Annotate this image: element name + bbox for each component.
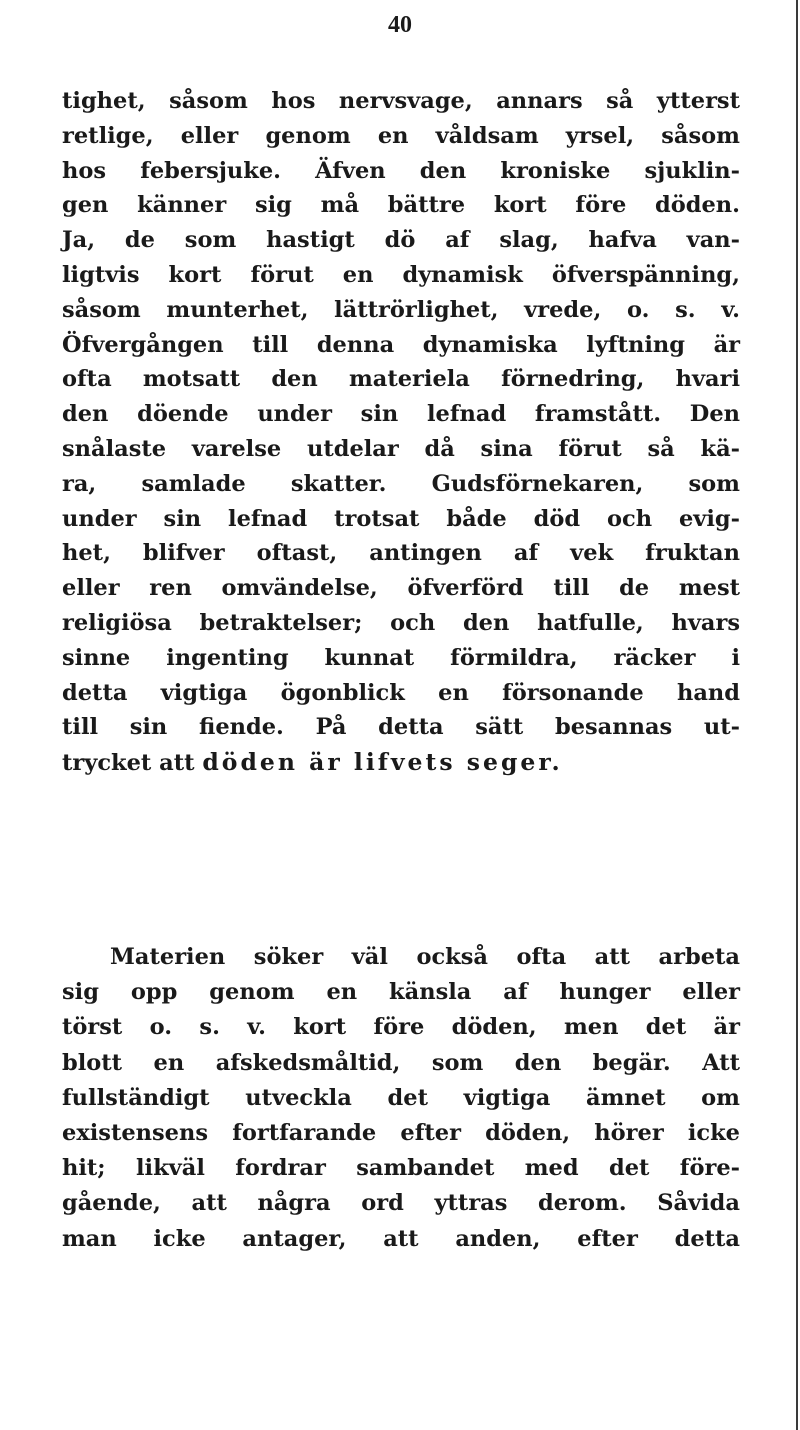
- text-line: snålaste varelse utdelar då sina förut så kä-: [62, 435, 740, 462]
- text-line: man icke antager, att anden, efter detta: [62, 1225, 740, 1252]
- closing-lead: trycket att: [62, 750, 195, 777]
- text-line: retlige, eller genom en våldsam yrsel, såsom: [62, 122, 740, 149]
- text-line: fullständigt utveckla det vigtiga ämnet om: [62, 1084, 740, 1111]
- text-line: hos febersjuke. Äfven den kroniske sjuklin-: [62, 157, 740, 184]
- closing-line: [62, 745, 740, 780]
- closing-emphasis: döden är lifvets seger.: [202, 748, 563, 777]
- text-line: sig opp genom en känsla af hunger eller: [62, 979, 740, 1006]
- text-line: blott en afskedsmåltid, som den begär. Att: [62, 1049, 740, 1076]
- text-line: het, blifver oftast, antingen af vek fruktan: [62, 540, 740, 567]
- text-line: till sin fiende. På detta sätt besannas ut-: [62, 714, 740, 741]
- text-line: gen känner sig må bättre kort före döden.: [62, 192, 740, 219]
- text-line: Materien söker väl också ofta att arbeta: [110, 944, 740, 970]
- text-line: eller ren omvändelse, öfverförd till de mest: [62, 575, 740, 602]
- text-line: existensens fortfarande efter döden, hörer icke: [62, 1119, 740, 1146]
- text-line: såsom munterhet, lättrörlighet, vrede, o. s. v.: [62, 296, 740, 323]
- page-number: 40: [388, 12, 412, 38]
- text-line: hit; likväl fordrar sambandet med det före-: [62, 1155, 740, 1182]
- text-line: gående, att några ord yttras derom. Såvida: [62, 1190, 740, 1217]
- paragraph-2: [62, 940, 740, 1257]
- text-line: ra, samlade skatter. Gudsförnekaren, som: [62, 470, 740, 497]
- text-line: religiösa betraktelser; och den hatfulle, hvars: [62, 609, 740, 636]
- text-line: sinne ingenting kunnat förmildra, räcker i: [62, 644, 740, 671]
- text-line: törst o. s. v. kort före döden, men det är: [62, 1014, 740, 1041]
- text-line: tighet, såsom hos nervsvage, annars så ytterst: [62, 88, 740, 114]
- text-line: detta vigtiga ögonblick en försonande hand: [62, 679, 740, 706]
- text-line: under sin lefnad trotsat både död och evig-: [62, 505, 740, 532]
- text-line: den döende under sin lefnad framstått. Den: [62, 401, 740, 428]
- page-edge: [796, 0, 798, 1430]
- text-line: Öfvergången till denna dynamiska lyftning är: [62, 331, 740, 358]
- text-line: Ja, de som hastigt dö af slag, hafva van-: [62, 227, 740, 254]
- text-line: ligtvis kort förut en dynamisk öfverspänning,: [62, 261, 740, 288]
- text-line: ofta motsatt den materiela förnedring, hvari: [62, 366, 740, 393]
- paragraph-1: [62, 84, 740, 780]
